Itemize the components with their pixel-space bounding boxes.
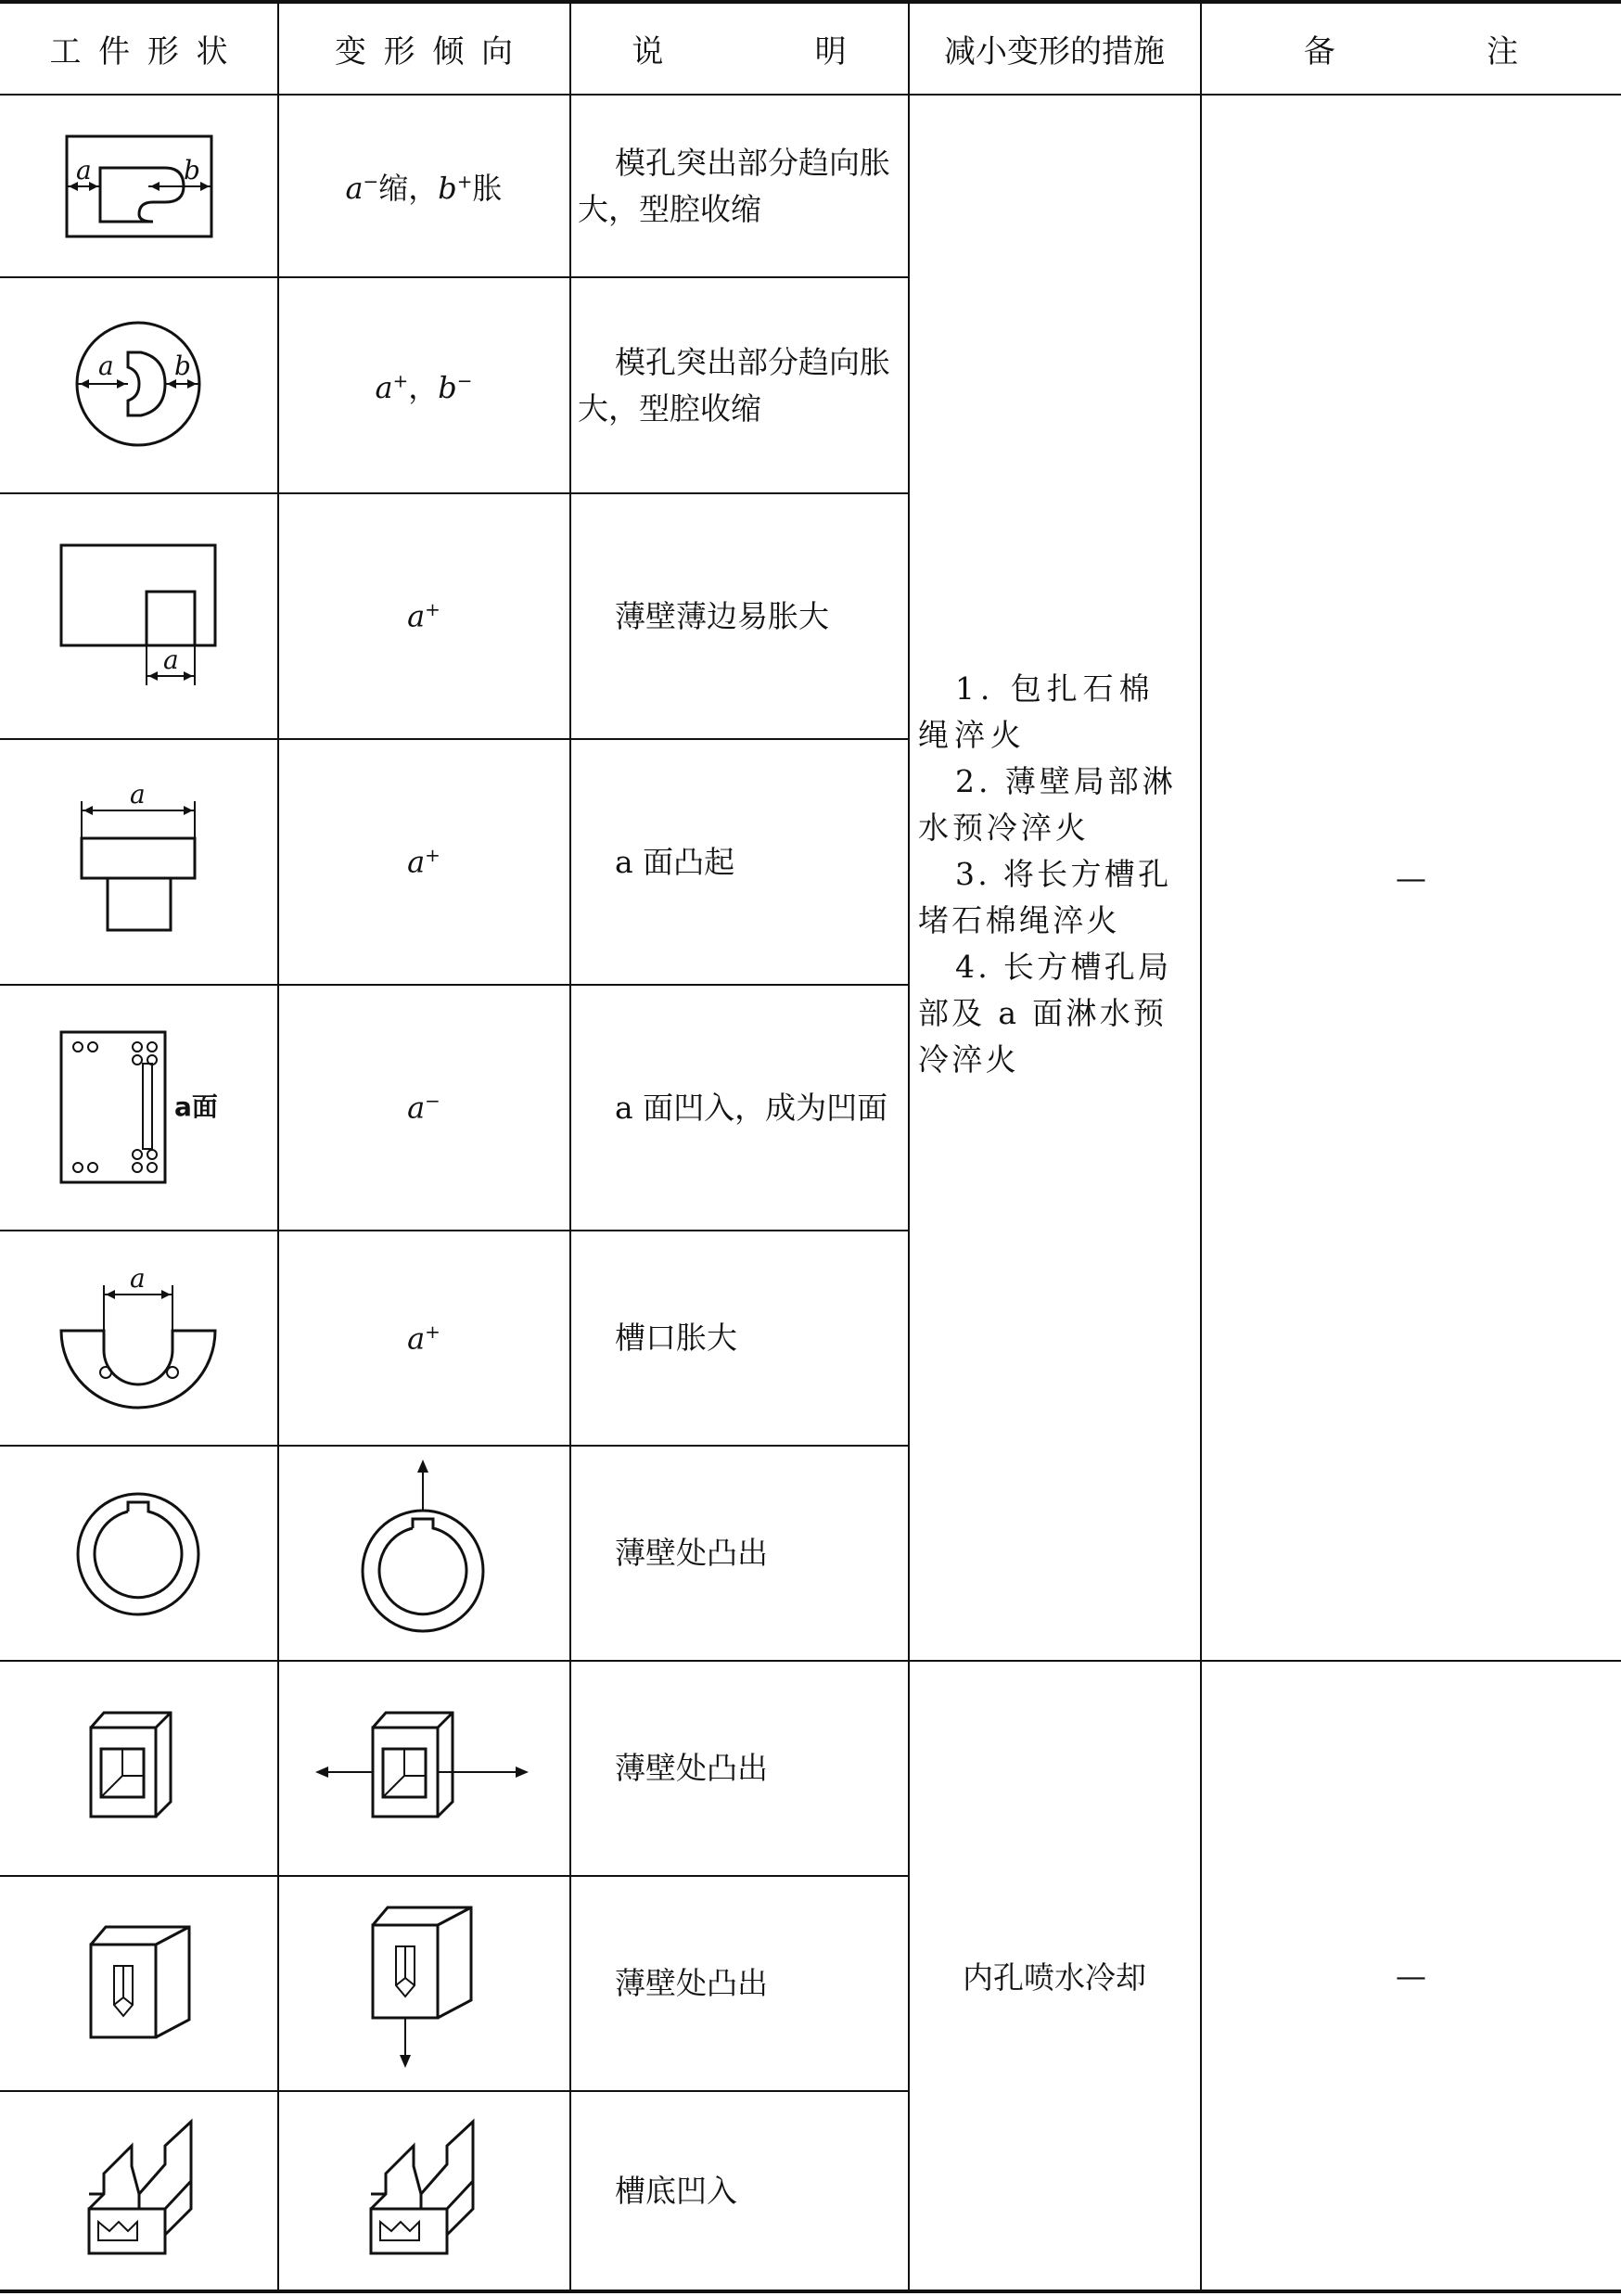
tendency-4: a+ xyxy=(407,844,440,880)
explain-4: a 面凸起 xyxy=(615,843,735,880)
tendency-1: a−缩，b+胀 xyxy=(345,169,503,206)
measures-group-2: 内孔喷水冷却 xyxy=(963,1959,1146,1996)
table-bottom-rule xyxy=(0,2290,1621,2293)
shape-figure-7 xyxy=(0,1447,277,1660)
tendency-6: a+ xyxy=(407,1320,440,1357)
tendency-2: a+，b− xyxy=(375,368,473,405)
tendency-figure-8 xyxy=(278,1662,569,1875)
explain-1: 模孔突出部分趋向胀大，型腔收缩 xyxy=(578,144,890,227)
tendency-5: a− xyxy=(407,1090,440,1126)
explain-7: 薄壁处凸出 xyxy=(615,1535,768,1571)
tendency-figure-7 xyxy=(278,1447,569,1660)
measures-group-1: 1. 包扎石棉绳淬火 2. 薄壁局部淋水预冷淬火 3. 将长方槽孔堵石棉绳淬火 4. 长方槽孔局部及 a 面淋水预冷淬火 xyxy=(918,670,1177,1078)
header-measures: 减小变形的措施 xyxy=(944,33,1165,70)
svg-text:a面: a面 xyxy=(174,1091,218,1122)
svg-text:b: b xyxy=(184,155,200,185)
svg-text:a: a xyxy=(76,155,92,185)
header-shape: 工件形状 xyxy=(49,33,246,70)
remarks-group-2: — xyxy=(1396,1958,1426,1994)
header-explain: 说 明 xyxy=(632,33,907,70)
explain-3: 薄壁薄边易胀大 xyxy=(615,597,829,634)
explain-5: a 面凹入，成为凹面 xyxy=(615,1089,888,1126)
explain-6: 槽口胀大 xyxy=(615,1320,737,1356)
shape-figure-2 xyxy=(0,278,277,492)
explain-2: 模孔突出部分趋向胀大，型腔收缩 xyxy=(578,343,890,427)
shape-figure-3 xyxy=(0,494,277,738)
svg-text:a: a xyxy=(98,351,114,381)
explain-9: 薄壁处凸出 xyxy=(615,1965,768,2001)
shape-figure-1 xyxy=(0,96,277,276)
svg-text:b: b xyxy=(174,351,191,381)
tendency-figure-10 xyxy=(278,2092,569,2290)
remarks-group-1: — xyxy=(1396,860,1426,896)
explain-10: 槽底凹入 xyxy=(615,2172,737,2209)
shape-figure-5 xyxy=(0,986,277,1230)
shape-figure-8 xyxy=(0,1662,277,1875)
header-remarks: 备 注 xyxy=(1303,33,1578,70)
explain-8: 薄壁处凸出 xyxy=(615,1750,768,1786)
header-tendency: 变形倾向 xyxy=(334,33,530,70)
shape-figure-6 xyxy=(0,1231,277,1445)
shape-figure-9 xyxy=(0,1877,277,2090)
tendency-figure-9 xyxy=(278,1877,569,2090)
svg-text:a: a xyxy=(130,779,146,810)
svg-text:a: a xyxy=(163,644,179,675)
shape-figure-4 xyxy=(0,740,277,984)
tendency-3: a+ xyxy=(407,598,440,634)
svg-text:a: a xyxy=(130,1263,146,1294)
shape-figure-10 xyxy=(0,2092,277,2290)
